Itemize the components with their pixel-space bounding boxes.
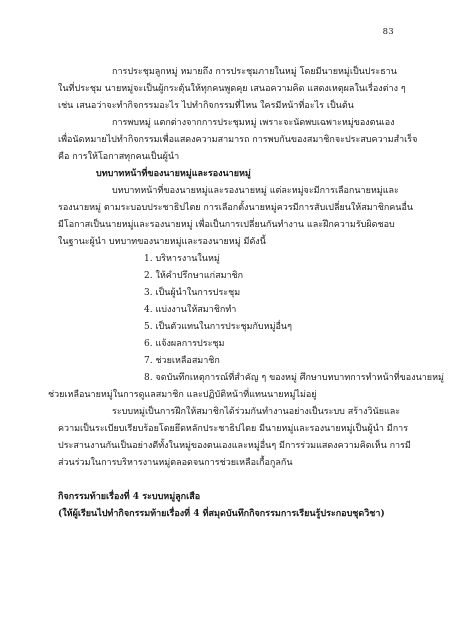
activity-instruction: (ให้ผู้เรียนไปทำกิจกรรมท้ายเรื่องที่ 4 ที่สมุดบันทึกกิจกรรมการเรียนรู้ประกอบชุดวิชา)	[58, 509, 385, 519]
list-item: 7. ช่วยเหลือสมาชิก	[144, 356, 220, 366]
list-item: 5. เป็นตัวแทนในการประชุมกับหมู่อื่นๆ	[144, 322, 292, 332]
paragraph-line: คือ การให้โอกาสทุกคนเป็นผู้นำ	[58, 152, 180, 162]
activity-title: กิจกรรมท้ายเรื่องที่ 4 ระบบหมู่ลูกเสือ	[58, 492, 201, 502]
page-number: 83	[382, 27, 394, 37]
list-item: 6. แจ้งผลการประชุม	[144, 339, 225, 349]
list-item: 2. ให้คำปรึกษาแก่สมาชิก	[144, 271, 244, 281]
spacer	[58, 472, 394, 489]
paragraph-line: ส่วนร่วมในการบริหารงานหมู่ตลอดจนการช่วยเหลือเกื้อกูลกัน	[58, 458, 293, 468]
paragraph-line: การประชุมลูกหมู่ หมายถึง การประชุมภายในหมู่ โดยมีนายหมู่เป็นประธาน	[112, 67, 397, 77]
list-item: 1. บริหารงานในหมู่	[144, 254, 220, 264]
paragraph-line: ความเป็นระเบียบเรียบร้อยโดยยึดหลักประชาธิปไตย มีนายหมู่และรองนายหมู่เป็นผู้นำ มีการ	[58, 424, 409, 434]
paragraph-line: ในฐานะผู้นำ บทบาทของนายหมู่และรองนายหมู่ มีดังนี้	[58, 237, 266, 247]
page-content	[48, 64, 444, 523]
paragraph-line: ประสานงานกันเป็นอย่างดีทั้งในหมู่ของตนเองและหมู่อื่นๆ มีการร่วมแสดงความคิดเห็น การมี	[58, 441, 411, 451]
paragraph-line: ระบบหมู่เป็นการฝึกให้สมาชิกได้ร่วมกันทำงานอย่างเป็นระบบ สร้างวินัยและ	[112, 407, 401, 417]
paragraph-line: ในที่ประชุม นายหมู่จะเป็นผู้กระตุ้นให้ทุกคนพูดคุย เสนอความคิด แสดงเหตุผลในเรื่องต่าง ๆ	[58, 84, 406, 94]
paragraph-line: รองนายหมู่ ตามระบอบประชาธิปไตย การเลือกตั้งนายหมู่ควรมีการสับเปลี่ยนให้สมาชิกคนอื่น	[58, 203, 413, 213]
section-heading: บทบาทหน้าที่ของนายหมู่และรองนายหมู่	[96, 169, 251, 179]
paragraph-line: บทบาทหน้าที่ของนายหมู่และรองนายหมู่ แต่ละหมู่จะมีการเลือกนายหมู่และ	[112, 186, 399, 196]
paragraph-line: มีโอกาสเป็นนายหมู่และรองนายหมู่ เพื่อเป็นการเปลี่ยนกันทำงาน และฝึกความรับผิดชอบ	[58, 220, 395, 230]
paragraph-line: เพื่อนัดหมายไปทำกิจกรรมเพื่อแสดงความสามารถ การพบกันของสมาชิกจะประสบความสำเร็จ	[58, 135, 418, 145]
list-item: 8. จดบันทึกเหตุการณ์ที่สำคัญ ๆ ของหมู่ ศึกษาบทบาทการทำหน้าที่ของนายหมู่	[144, 373, 444, 383]
paragraph-line: ช่วยเหลือนายหมู่ในการดูแลสมาชิก และปฏิบัติหน้าที่แทนนายหมู่ไม่อยู่	[48, 390, 317, 400]
list-item: 4. แบ่งงานให้สมาชิกทำ	[144, 305, 237, 315]
paragraph-line: การพบหมู่ แตกต่างจากการประชุมหมู่ เพราะจะนัดพบเฉพาะหมู่ของตนเอง	[112, 118, 395, 128]
paragraph-line: เช่น เสนอว่าจะทำกิจกรรมอะไร ไปทำกิจกรรมที่ไหน ใครมีหน้าที่อะไร เป็นต้น	[58, 101, 354, 111]
list-item: 3. เป็นผู้นำในการประชุม	[144, 288, 241, 298]
